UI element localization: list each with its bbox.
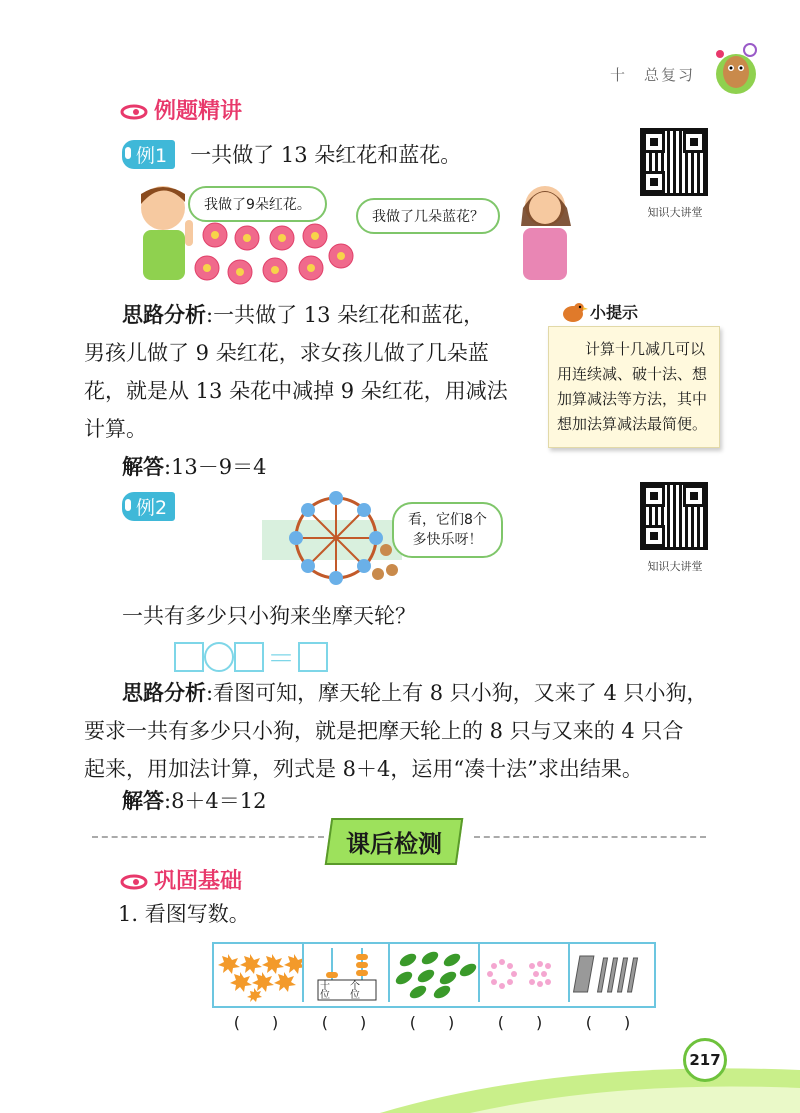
exercise1-prompt: 1. 看图写数。 — [118, 902, 250, 926]
blank-box[interactable] — [174, 642, 204, 672]
section-title-examples: 例题精讲 — [120, 94, 242, 125]
speech-bubble-girl: 我做了几朵蓝花？ — [356, 198, 500, 234]
qr-block-1 — [640, 128, 710, 220]
example1-header — [122, 136, 461, 174]
eye-icon — [120, 874, 148, 890]
sticks-icon — [570, 944, 654, 1002]
tip-title: 小提示 — [590, 303, 639, 322]
mascot-icon — [712, 40, 762, 100]
example2-question: 一共有多少只小狗来坐摩天轮？ — [122, 604, 416, 628]
abacus-icon — [304, 944, 392, 1002]
cell-leaves — [214, 944, 304, 1002]
picture-table — [212, 942, 656, 1008]
section-title-practice: 巩固基础 — [120, 864, 242, 895]
example-badge: 例1 — [122, 140, 175, 169]
after-class-banner: 课后检测 — [325, 818, 464, 865]
equals-sign: ＝ — [267, 642, 296, 675]
divider-right — [474, 836, 706, 838]
divider-left — [92, 836, 324, 838]
example1-question: 一共做了 13 朵红花和蓝花。 — [190, 143, 462, 167]
example2-analysis: 思路分析:看图可知，摩天轮上有 8 只小狗，又来了 4 只小狗， 要求一共有多少只小狗，就是把摩天轮上的 8 只与又来的 4 只合 起来，用加法计算，列式是 8＋4，运用“凑十法”求出结果。 — [84, 681, 708, 781]
answer-blanks — [212, 1010, 652, 1033]
eye-icon — [120, 104, 148, 120]
equation-template — [174, 637, 328, 677]
speech-bubble-boy: 我做了9朵红花。 — [188, 186, 327, 222]
cell-sticks — [570, 944, 654, 1002]
qr-block-2 — [640, 482, 710, 574]
girl-figure — [521, 186, 571, 280]
tip-box: 计算十几减几可以 用连续减、破十法、想 加算减法等方法，其中 想加法算减法最简便。 — [548, 326, 720, 448]
green-leaves-icon — [390, 944, 478, 1002]
pink-dots-icon — [480, 944, 568, 1002]
example-badge: 例2 — [122, 492, 175, 521]
example1-analysis: 思路分析:一共做了 13 朵红花和蓝花， 男孩儿做了 9 朵红花，求女孩儿做了几朵蓝 花，就是从 13 朵花中减掉 9 朵红花，用减法 计算。 — [84, 303, 508, 441]
answer-blank[interactable]: ( ) — [497, 1013, 543, 1032]
abacus-label-ones: 个位 — [350, 981, 360, 1001]
operator-circle[interactable] — [204, 642, 234, 672]
answer-blank[interactable]: ( ) — [321, 1013, 367, 1032]
cell-dots — [480, 944, 570, 1002]
example2-answer: 解答:8＋4＝12 — [122, 789, 267, 813]
example1-answer: 解答:13－9＝4 — [122, 455, 267, 479]
tip-panel — [548, 296, 720, 448]
blank-box[interactable] — [298, 642, 328, 672]
answer-blank[interactable]: ( ) — [585, 1013, 631, 1032]
footer-wave — [0, 1040, 800, 1113]
abacus-label-tens: 十位 — [320, 981, 330, 1001]
boy-figure — [141, 186, 193, 280]
qr-code — [640, 482, 708, 550]
maple-leaves-icon — [214, 944, 302, 1002]
page-number: 217 — [683, 1038, 727, 1082]
blank-box[interactable] — [234, 642, 264, 672]
example2-header — [122, 492, 175, 521]
ferris-wheel-illustration — [262, 490, 402, 590]
bird-icon — [558, 296, 588, 326]
qr-code — [640, 128, 708, 196]
qr-caption: 知识大讲堂 — [647, 560, 703, 573]
speech-bubble-dogs: 看，它们8个 多快乐呀！ — [392, 502, 503, 558]
answer-blank[interactable]: ( ) — [409, 1013, 455, 1032]
cell-abacus — [304, 944, 390, 1002]
cell-green-leaves — [390, 944, 480, 1002]
answer-blank[interactable]: ( ) — [233, 1013, 279, 1032]
chapter-header: 十 总复习 — [609, 66, 695, 84]
qr-caption: 知识大讲堂 — [647, 206, 703, 219]
